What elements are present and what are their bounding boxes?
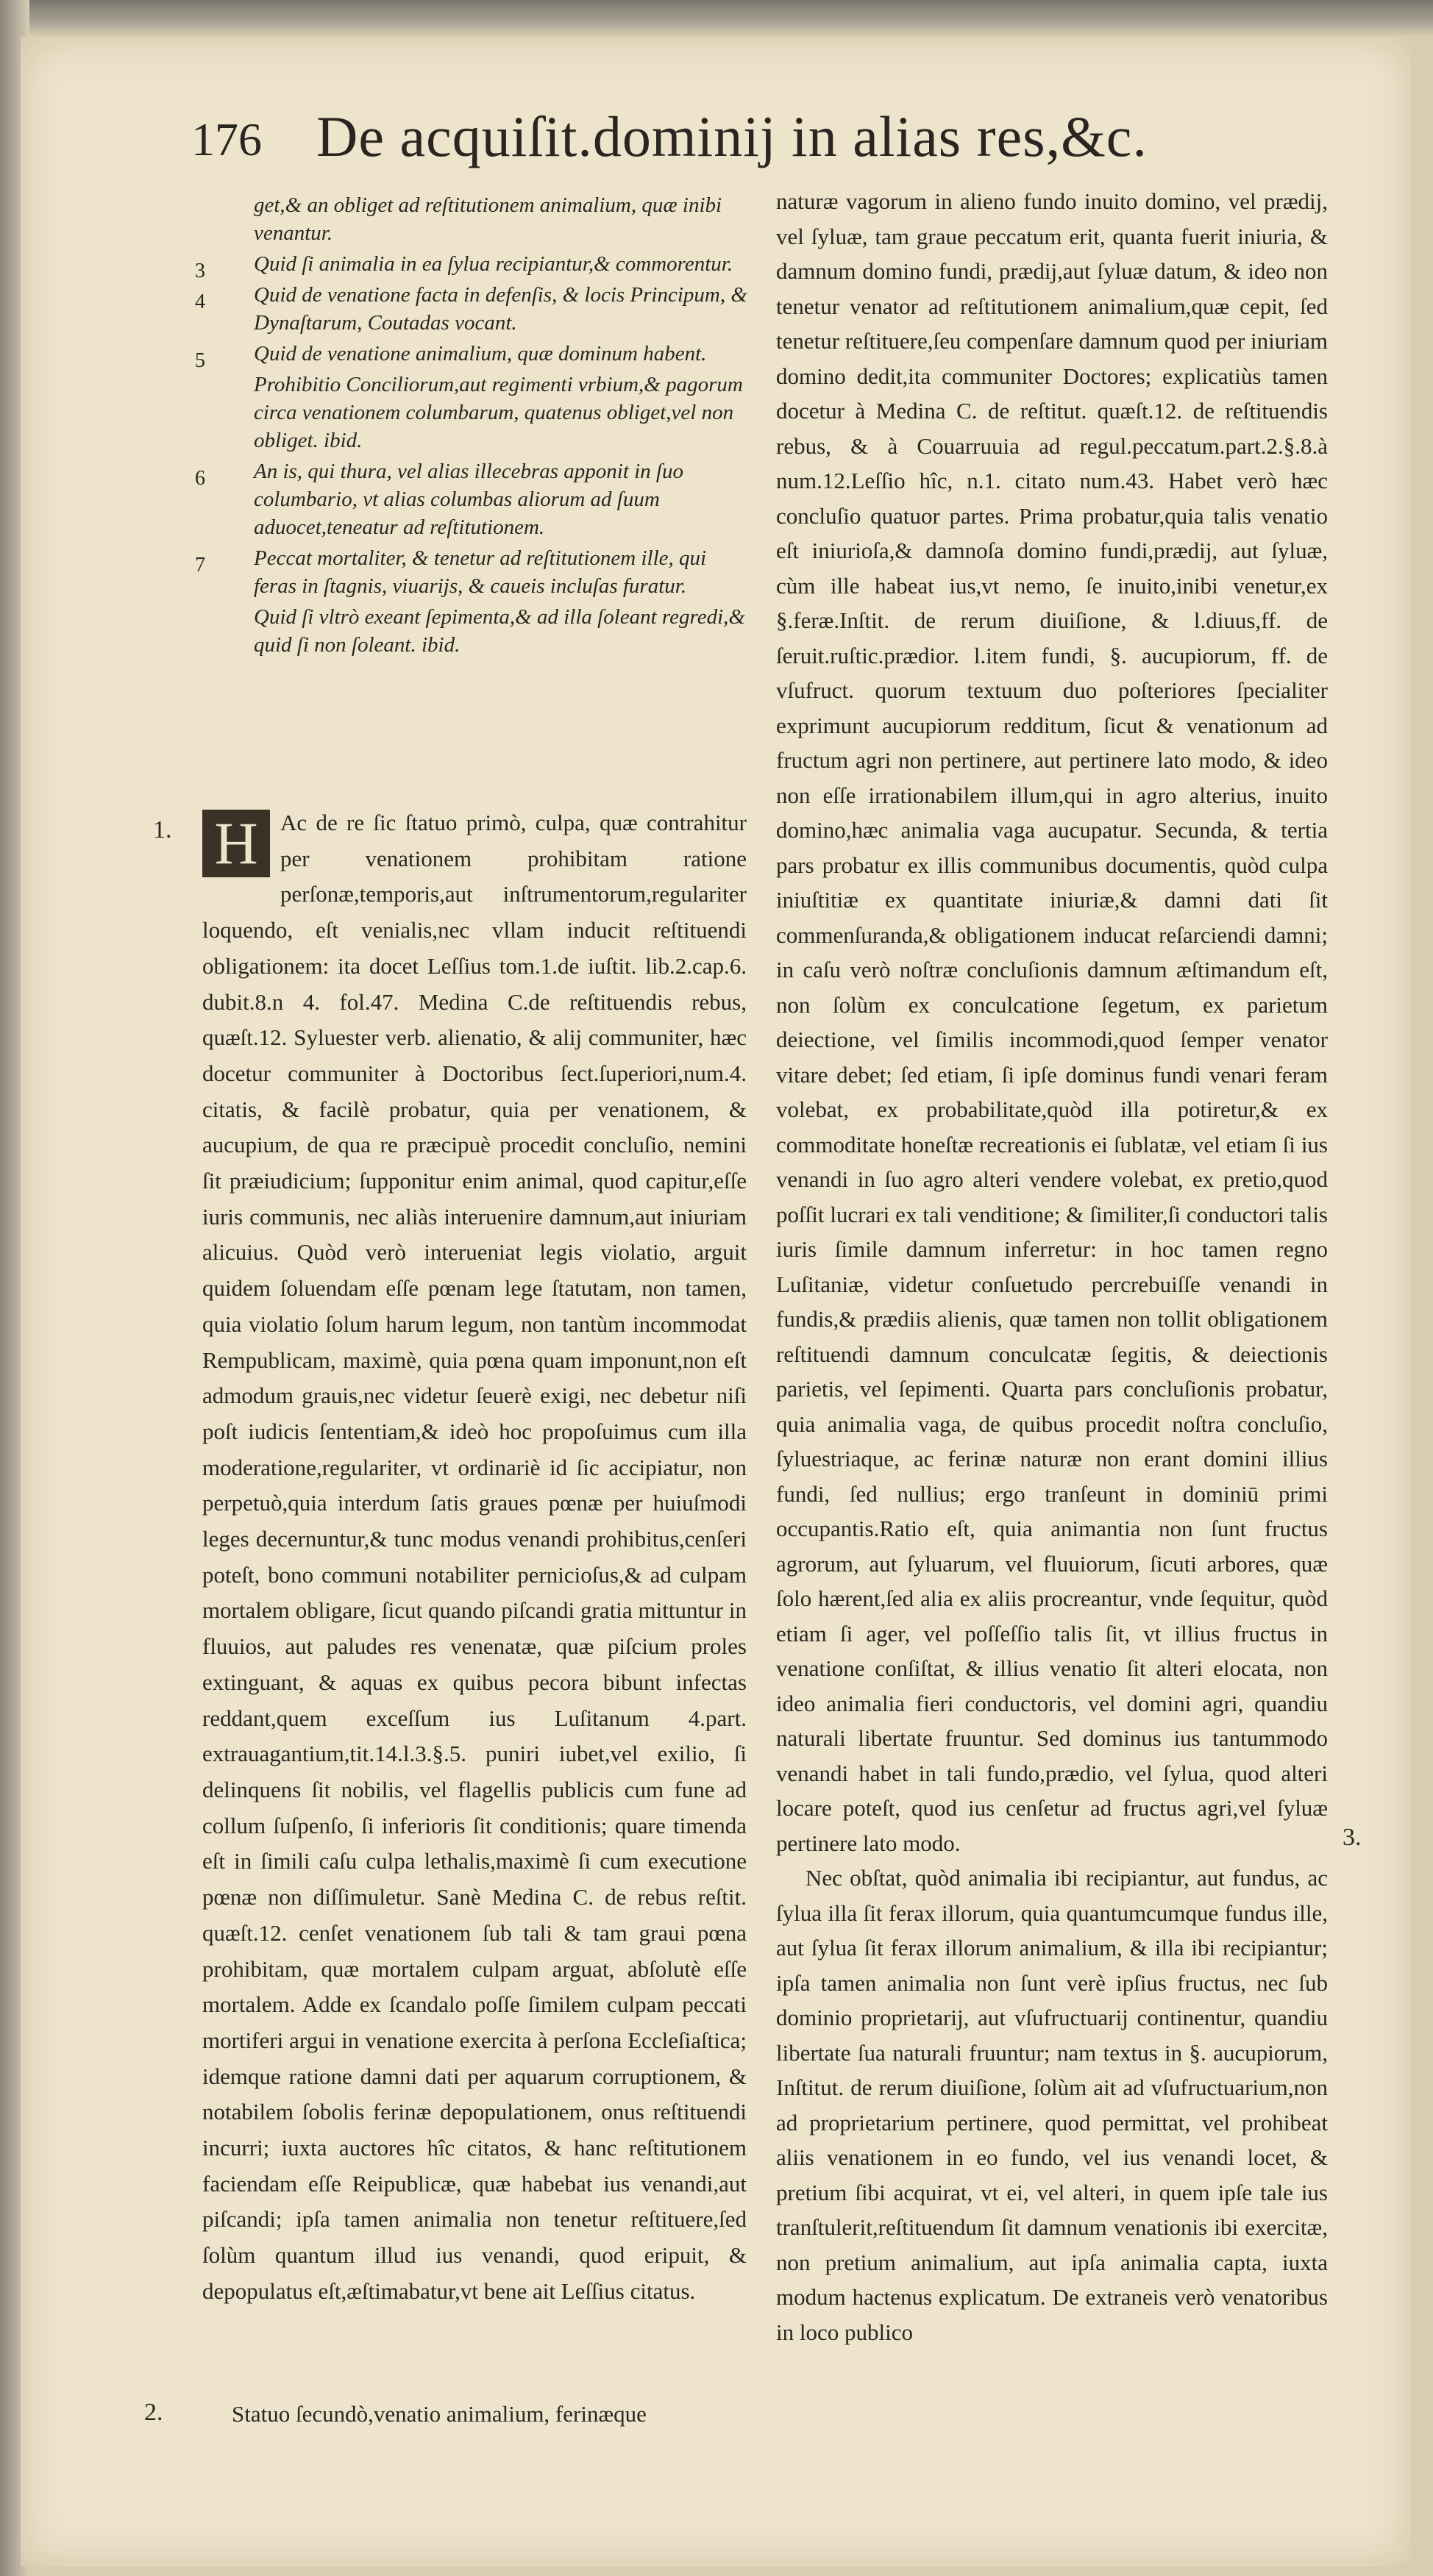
summary-item [195, 457, 754, 541]
right-column-body [776, 184, 1328, 2350]
running-title: De acquiſit.dominij in alias res,&c. [316, 104, 1148, 168]
margin-number-2: 2. [144, 2399, 163, 2426]
summary-list [195, 191, 754, 662]
summary-number: 6 [195, 467, 205, 490]
summary-number: 5 [195, 349, 205, 372]
paragraph: naturæ vagorum in alieno fundo inuito domino, vel prædij, vel ſyluæ, tam graue peccatum erit, quanta fuerit iniuria, & damnum domino fundi, prædij,aut ſyluæ datum, & ideo non tenetur venator ad reſtitutionem animalium,quæ cepit, ſed tenetur reſtituere,ſeu compenſare damnum quod per iniuriam domino dedit,ita communiter Doctores; explicatiùs tamen docetur à Medina C. de reſtitut. quæſt.12. de reſtituendis rebus, & à Couarruuia ad regul.peccatum.part.2.§.8.à num.12.Leſſio hîc, n.1. citato num.43. Habet verò hæc concluſio quatuor partes. Prima probatur,quia talis venatio eſt iniurioſa,& damnoſa domino fundi,prædij, aut ſyluæ, cùm ille habeat ius,vt nemo, ſe inuito,inibi venetur,ex §.feræ.Inſtit. de rerum diuiſione, & l.diuus,ff. de ſeruit.ruſtic.prædior. l.item fundi, §. aucupiorum, ff. de vſufruct. quorum textuum duo poſteriores ſpecialiter exprimunt aucupiorum redditum, ſicut & venationum ad fructum agri non pertinere, aut pertinere lato modo, & ideo non eſſe irrationabilem illum,qui in agro alterius, inuito domino,hæc animalia vaga aucupatur. Secunda, & tertia pars probatur ex illis communibus documentis, quòd culpa iniuſtitiæ ex quantitate iniuriæ,& damni dati ſit commenſuranda,& obligationem inducat reſarciendi damni; in caſu verò noſtræ concluſionis damnum æſtimandum eſt, non ſolùm ex conculcatione ſegetum, ex parietum deiectione, vel ſimilis incommodi,quod ſemper venator vitare debet; ſed etiam, ſi ipſe dominus fundi venari feram volebat, ex probabilitate,quòd illa potiretur,& ex commoditate honeſtæ recreationis ei ſublatæ, vel etiam ſi ius venandi in ſuo agro alteri vendere volebat, ex pretio,quod poſſit lucrari ex tali venditione; & ſimiliter,ſi conductori talis iuris ſimile damnum inferretur: in hoc tamen regno Luſitaniæ, videtur conſuetudo percrebuiſſe venandi in fundis,& prædiis alienis, quæ tamen non tollit obligationem reſtituendi damnum conculcatæ ſegitis, & deiectionis parietis, vel ſepimenti. Quarta pars concluſionis probatur, quia animalia vaga, de quibus procedit noſtra concluſio, ſyluestriaque, ac ferinæ naturæ non erant domini illius fundi, ſed nullius; ergo tranſeunt in dominiū primi occupantis.Ratio eſt, quia animantia non ſunt fructus agrorum, aut ſyluarum, vel fluuiorum, ſicuti arbores, quæ ſolo hærent,ſed alia ex aliis procreantur, vnde ſequitur, quòd etiam ſi ager, vel poſſeſſio talis ſit, vt illius fructus in venatione conſiſtat, & illius venatio ſit alteri elocata, non ideo animalia fieri conductoris, vel domini agri, quandiu naturali libertate fruuntur. Sed dominus ius tantummodo venandi habet in tali fundo,prædio, vel ſylua, quod alteri locare poteſt, quod ius cenſetur ad fructus agri,vel ſyluæ pertinere lato modo. [776, 188, 1328, 1856]
summary-number: 4 [195, 290, 205, 313]
margin-number-3: 3. [1343, 1824, 1362, 1851]
summary-text: Quid de venatione animalium, quæ dominum habent. [254, 342, 707, 365]
summary-item [195, 544, 754, 600]
drop-cap: H [202, 810, 270, 877]
summary-text: Quid de venatione facta in defenſis, & locis Principum, & Dynaſtarum, Coutadas vocant. [254, 283, 747, 335]
summary-text: Peccat mortaliter, & tenetur ad reſtitutionem ille, qui feras in ſtagnis, viuarijs, & caueis incluſas furatur. [254, 546, 707, 598]
summary-text: Quid ſi vltrò exeant ſepimenta,& ad illa ſoleant regredi,& quid ſi non ſoleant. ibid. [254, 605, 745, 657]
summary-text: An is, qui thura, vel alias illecebras apponit in ſuo columbario, vt alias columbas aliorum ad ſuum aduocet,teneatur ad reſtitutionem. [254, 460, 683, 539]
left-column-last-line: Statuo ſecundò,venatio animalium, ferinæque [232, 2401, 647, 2427]
summary-text: Quid ſi animalia in ea ſylua recipiantur,& commorentur. [254, 252, 733, 276]
summary-item [254, 371, 754, 454]
summary-item [195, 250, 754, 282]
scan-top-edge [0, 0, 1433, 37]
summary-item [195, 340, 754, 372]
summary-text: get,& an obliget ad reſtitutionem animalium, quæ inibi venantur. [254, 193, 722, 245]
summary-number: 3 [195, 260, 205, 282]
paragraph [202, 805, 747, 2310]
summary-number: 7 [195, 554, 205, 577]
summary-item [254, 603, 754, 659]
paragraph: Nec obſtat, quòd animalia ibi recipiantur, aut fundus, ac ſylua illa ſit ferax illorum, quia quantumcumque fundus ille, aut ſylua ſit ferax illorum animalium, & illa ibi recipiantur; ipſa tamen animalia non ſunt verè ipſius fructus, nec ſub dominio proprietarij, aut vſufructuarij continentur, quandiu libertate ſua naturali fruuntur; nam textus in §. aucupiorum, Inſtitut. de rerum diuiſione, ſolùm ait ad vſufructuarium,non ad proprietarium pertinere, quod permittat, vel prohibeat aliis venationem in eo fundo, vel ius venandi locet, & pretium ſibi acquirat, vt ei, vel alteri, in quem ipſe tale ius tranſtulerit,reſtituendum ſit damnum venationis ibi exercitæ, non pretium animalium, aut ipſa animalia capta, iuxta modum hactenus explicatum. De extraneis verò venatoribus in loco publico [776, 1865, 1328, 2345]
page-number: 176 [191, 113, 262, 165]
paragraph-text: Ac de re ſic ſtatuo primò, culpa, quæ contrahitur per venationem prohibitam ratione perſonæ,temporis,aut inſtrumentorum,regulariter loquendo, eſt venialis,nec vllam inducit reſtituendi obligationem: ita docet Leſſius tom.1.de iuſtit. lib.2.cap.6. dubit.8.n 4. fol.47. Medina C.de reſtituendis rebus, quæſt.12. Syluester verb. alienatio, & alij communiter, hæc docetur communiter à Doctoribus ſect.ſuperiori,num.4. citatis, & facilè probatur, quia per venationem, & aucupium, de qua re præcipuè procedit concluſio, nemini ſit præiudicium; ſupponitur enim animal, quod capitur,eſſe iuris communis, nec aliàs interuenire damnum,aut iniuriam alicuius. Quòd verò interueniat legis violatio, arguit quidem ſoluendam eſſe pœnam lege ſtatutam, non tamen, quia violatio ſolum harum legum, non tantùm incommodat Rempublicam, maximè, quia pœna quam imponunt,non eſt admodum grauis,nec videtur ſeuerè exigi, nec debetur niſi poſt iudicis ſententiam,& ideò hoc propoſuimus cum illa moderatione,regulariter, vt ordinariè id ſic accipiatur, non perpetuò,quia interdum ſatis graues pœnæ per huiuſmodi leges decernuntur,& tunc modus venandi prohibitus,cenſeri poteſt, bono communi notabiliter pernicioſus,& ad culpam mortalem obligare, ſicut quando piſcandi gratia mittuntur in fluuios, aut paludes res venenatæ, quæ piſcium proles extinguant, & aquas ex quibus pecora bibunt infectas reddant,quem exceſſum ius Luſitanum 4.part. extrauagantium,tit.14.l.3.§.5. puniri iubet,vel exilio, ſi delinquens ſit nobilis, vel flagellis publicis cum fune ad collum ſuſpenſo, ſi inferioris ſit conditionis; quare timenda eſt in ſimili caſu culpa lethalis,maximè ſi cum executione pœnæ non diſſimuletur. Sanè Medina C. de rebus reſtit. quæſt.12. cenſet venationem ſub tali & tam graui pœna prohibitam, quæ mortalem culpam arguat, abſolutè eſſe mortalem. Adde ex ſcandalo poſſe ſimilem culpam peccati mortiferi argui in venatione exercita à perſona Eccleſiaſtica; idemque ratione damni dati per aquarum corruptionem, & notabilem ſobolis ferinæ depopulationem, onus reſtituendi incurri; iuxta auctores hîc citatos, & hanc reſtitutionem faciendam eſſe Reipublicæ, quæ habebat ius venandi,aut piſcandi; ipſa tamen animalia non tenetur reſtituere,ſed ſolùm quantum illud ius venandi, quod eripuit, & depopulatus eſt,æſtimabatur,vt bene ait Leſſius citatus. [202, 810, 747, 2304]
summary-item [254, 191, 754, 247]
summary-text: Prohibitio Conciliorum,aut regimenti vrbium,& pagorum circa venationem columbarum, quatenus obliget,vel non obliget. ibid. [254, 373, 743, 452]
left-column-body [202, 805, 747, 2310]
running-header [191, 99, 1331, 180]
margin-number-1: 1. [153, 816, 172, 843]
summary-item [195, 281, 754, 337]
